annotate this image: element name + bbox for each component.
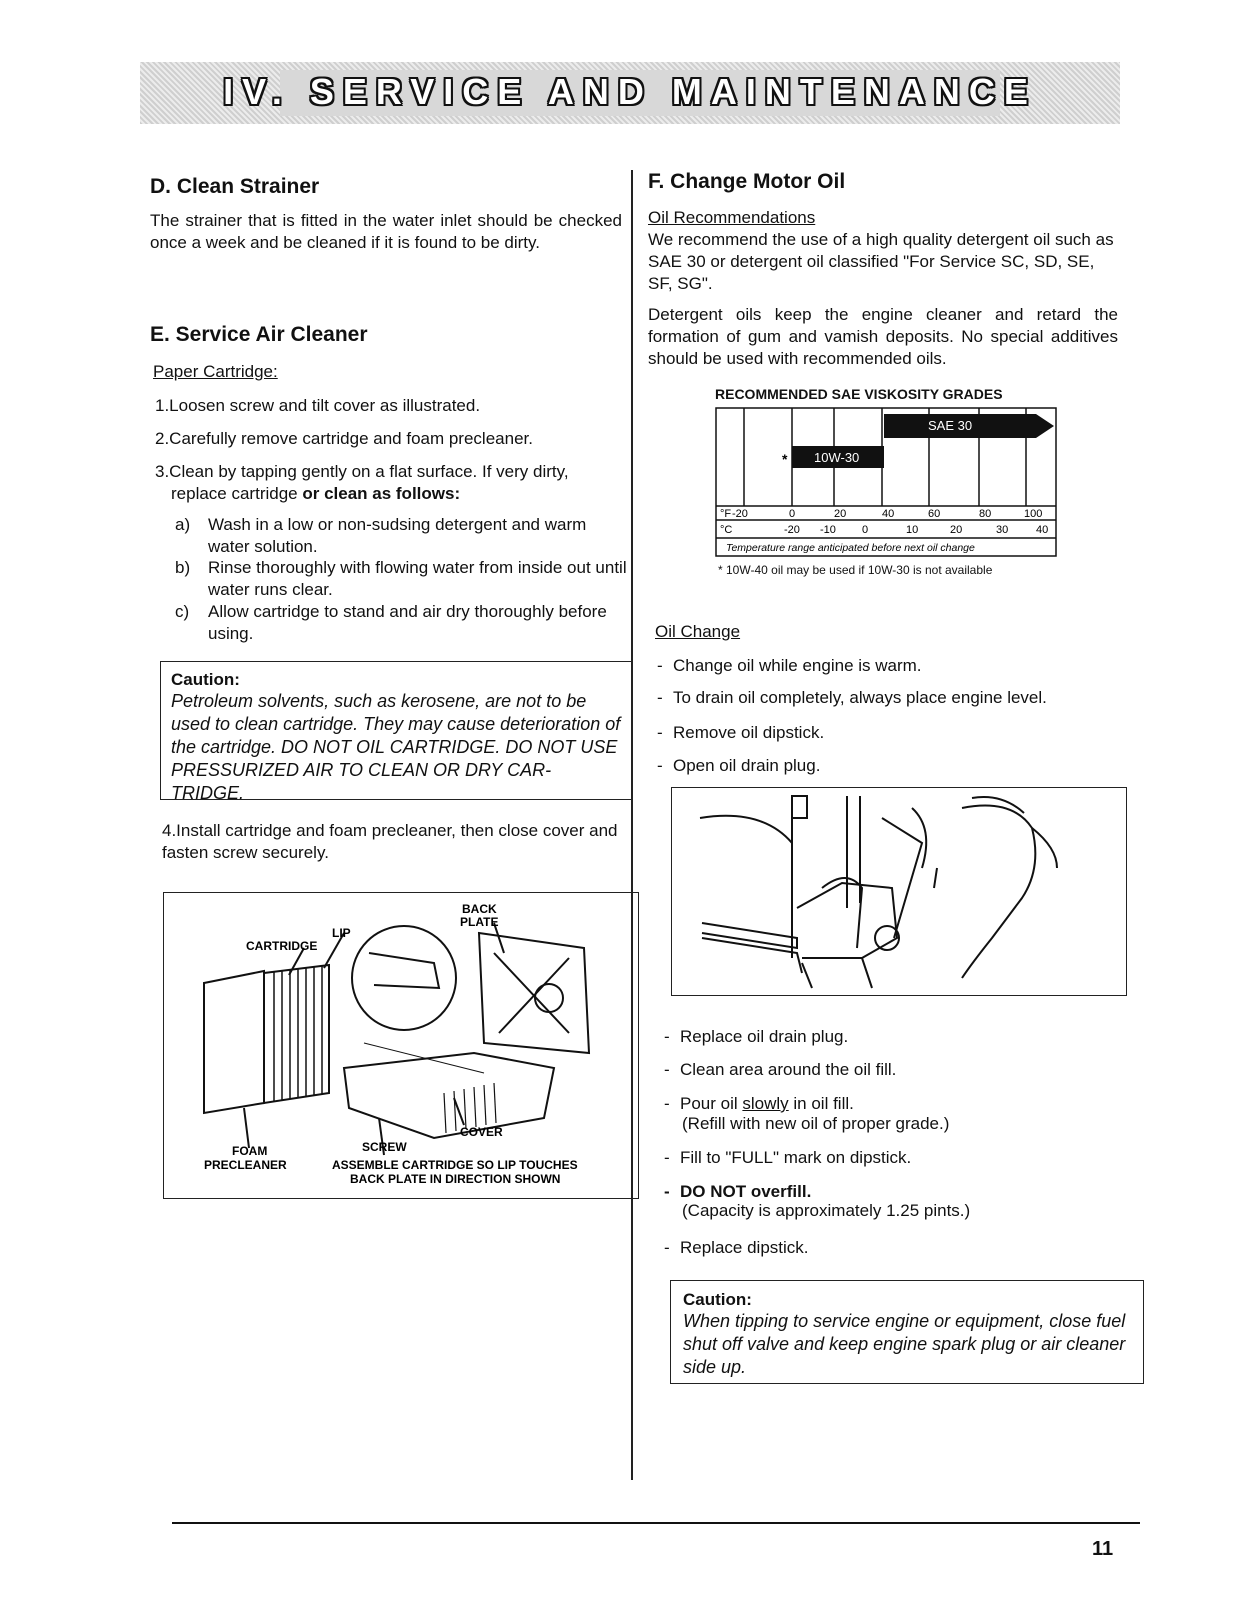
chart-caption: Temperature range anticipated before next oil change	[726, 542, 975, 554]
f-tick: 100	[1024, 508, 1043, 520]
f-tick: 0	[789, 508, 796, 520]
oil-change-subheading: Oil Change	[655, 622, 741, 641]
step-b: Rinse thoroughly with flowing water from inside out until water runs clear.	[208, 558, 627, 599]
c-tick: -10	[820, 524, 836, 536]
step-3-emphasis: or clean as follows:	[297, 484, 461, 503]
10w30-label: 10W-30	[814, 450, 860, 465]
step-b-marker: b)	[175, 558, 191, 577]
fig-label-lip: LIP	[332, 926, 351, 940]
caution-title: Caution:	[683, 1290, 752, 1309]
fig-label-cartridge: CARTRIDGE	[246, 939, 318, 953]
c-tick: 0	[862, 524, 869, 536]
fig-label-assemble-1: ASSEMBLE CARTRIDGE SO LIP TOUCHES	[332, 1158, 578, 1172]
f-tick: 80	[979, 508, 992, 520]
overfill-warning: - DO NOT overfill.	[680, 1181, 811, 1203]
footer-rule	[172, 1522, 1140, 1524]
paper-cartridge-subheading: Paper Cartridge:	[153, 362, 278, 381]
caution-box-tipping	[670, 1280, 1144, 1384]
oil-change-step: - Open oil drain plug.	[673, 755, 820, 777]
page-title: IV. SERVICE AND MAINTENANCE	[223, 71, 1037, 112]
f-axis-label: °F	[720, 508, 732, 520]
oil-change-step: - Remove oil dipstick.	[673, 722, 824, 744]
oil-change-step: - Replace oil drain plug.	[680, 1026, 848, 1048]
fig-label-screw: SCREW	[362, 1140, 407, 1154]
capacity-note: (Capacity is approximately 1.25 pints.)	[682, 1201, 971, 1220]
c-tick: 40	[1036, 524, 1049, 536]
pour-text-a: Pour oil	[680, 1094, 743, 1113]
oil-recommendations-subheading: Oil Recommendations	[648, 208, 816, 227]
section-d-heading: D. Clean Strainer	[150, 175, 320, 198]
step-4: 4.Install cartridge and foam precleaner, then close cover and fasten screw securely.	[162, 821, 618, 862]
oil-paragraph-2: Detergent oils keep the engine cleaner and retard the formation of gum and vamish deposits. No special additives should be used with recommended oils.	[648, 305, 1118, 368]
viscosity-chart	[714, 406, 1060, 561]
viscosity-chart-title: RECOMMENDED SAE VISKOSITY GRADES	[715, 386, 1003, 402]
fig-label-cover: COVER	[460, 1125, 503, 1139]
page-number: 11	[1092, 1538, 1114, 1560]
fig-label-assemble-2: BACK PLATE IN DIRECTION SHOWN	[350, 1172, 561, 1186]
fig-label-plate: PLATE	[460, 915, 499, 929]
pour-slowly: slowly	[742, 1094, 789, 1113]
section-e-heading: E. Service Air Cleaner	[150, 323, 368, 346]
step-a: Wash in a low or non-sudsing detergent and warm water solution.	[208, 515, 587, 556]
oil-change-step: - Fill to "FULL" mark on dipstick.	[680, 1147, 911, 1169]
c-axis-label: °C	[720, 524, 733, 536]
oil-change-step	[680, 1093, 854, 1115]
chart-footnote: * 10W-40 oil may be used if 10W-30 is not available	[718, 563, 993, 577]
c-tick: 10	[906, 524, 919, 536]
oil-change-step: - Change oil while engine is warm.	[673, 655, 922, 677]
section-d-body: The strainer that is fitted in the water inlet should be checked once a week and be cleaned if it is found to be dirty.	[150, 211, 622, 252]
step-c-marker: c)	[175, 602, 190, 621]
header-banner	[140, 62, 1120, 124]
sae30-label: SAE 30	[928, 418, 973, 433]
step-3-line2	[171, 483, 460, 505]
caution-body: Petroleum solvents, such as kerosene, are not to be used to clean cartridge. They may cause deterioration of the cartridge. DO NOT OIL CARTRIDGE. DO NOT USE PRESSURIZED AIR TO CLEAN OR DRY CAR-TRIDGE.	[171, 691, 621, 803]
oil-drain-figure	[671, 787, 1127, 996]
step-a-marker: a)	[175, 515, 191, 534]
oil-change-step: - Replace dipstick.	[680, 1237, 809, 1259]
step-2: 2.Carefully remove cartridge and foam precleaner.	[155, 429, 533, 448]
c-tick: 20	[950, 524, 963, 536]
caution-box-cartridge	[160, 661, 632, 803]
fig-label-foam: FOAM	[232, 1144, 268, 1158]
step-3-replace: replace cartridge	[171, 484, 298, 503]
c-tick: -20	[784, 524, 800, 536]
f-tick: -20	[732, 508, 748, 520]
air-cleaner-figure	[163, 892, 639, 1199]
caution-body: When tipping to service engine or equipment, close fuel shut off valve and keep engine spark plug or air cleaner side up.	[683, 1311, 1126, 1377]
oil-drain-illustration	[672, 788, 1126, 995]
step-1: 1.Loosen screw and tilt cover as illustrated.	[155, 396, 481, 415]
step-3-line1: 3.Clean by tapping gently on a flat surface. If very dirty,	[155, 462, 569, 481]
f-tick: 40	[882, 508, 895, 520]
pour-text-b: in oil fill.	[788, 1094, 854, 1113]
fig-label-precleaner: PRECLEANER	[204, 1158, 287, 1172]
oil-change-step: - To drain oil completely, always place engine level.	[673, 687, 1047, 709]
oil-change-step: - Clean area around the oil fill.	[680, 1059, 896, 1081]
c-tick: 30	[996, 524, 1009, 536]
f-tick: 60	[928, 508, 941, 520]
caution-title: Caution:	[171, 670, 240, 689]
section-f-heading: F. Change Motor Oil	[648, 170, 846, 193]
refill-note: (Refill with new oil of proper grade.)	[682, 1114, 950, 1133]
chart-star: *	[782, 451, 788, 467]
air-cleaner-illustration	[164, 893, 638, 1198]
f-tick: 20	[834, 508, 847, 520]
oil-paragraph-1: We recommend the use of a high quality detergent oil such as SAE 30 or detergent oil classified "For Service SC, SD, SE, SF, SG".	[648, 230, 1114, 293]
step-c: Allow cartridge to stand and air dry thoroughly before using.	[208, 602, 607, 643]
fig-label-back: BACK	[462, 902, 497, 916]
